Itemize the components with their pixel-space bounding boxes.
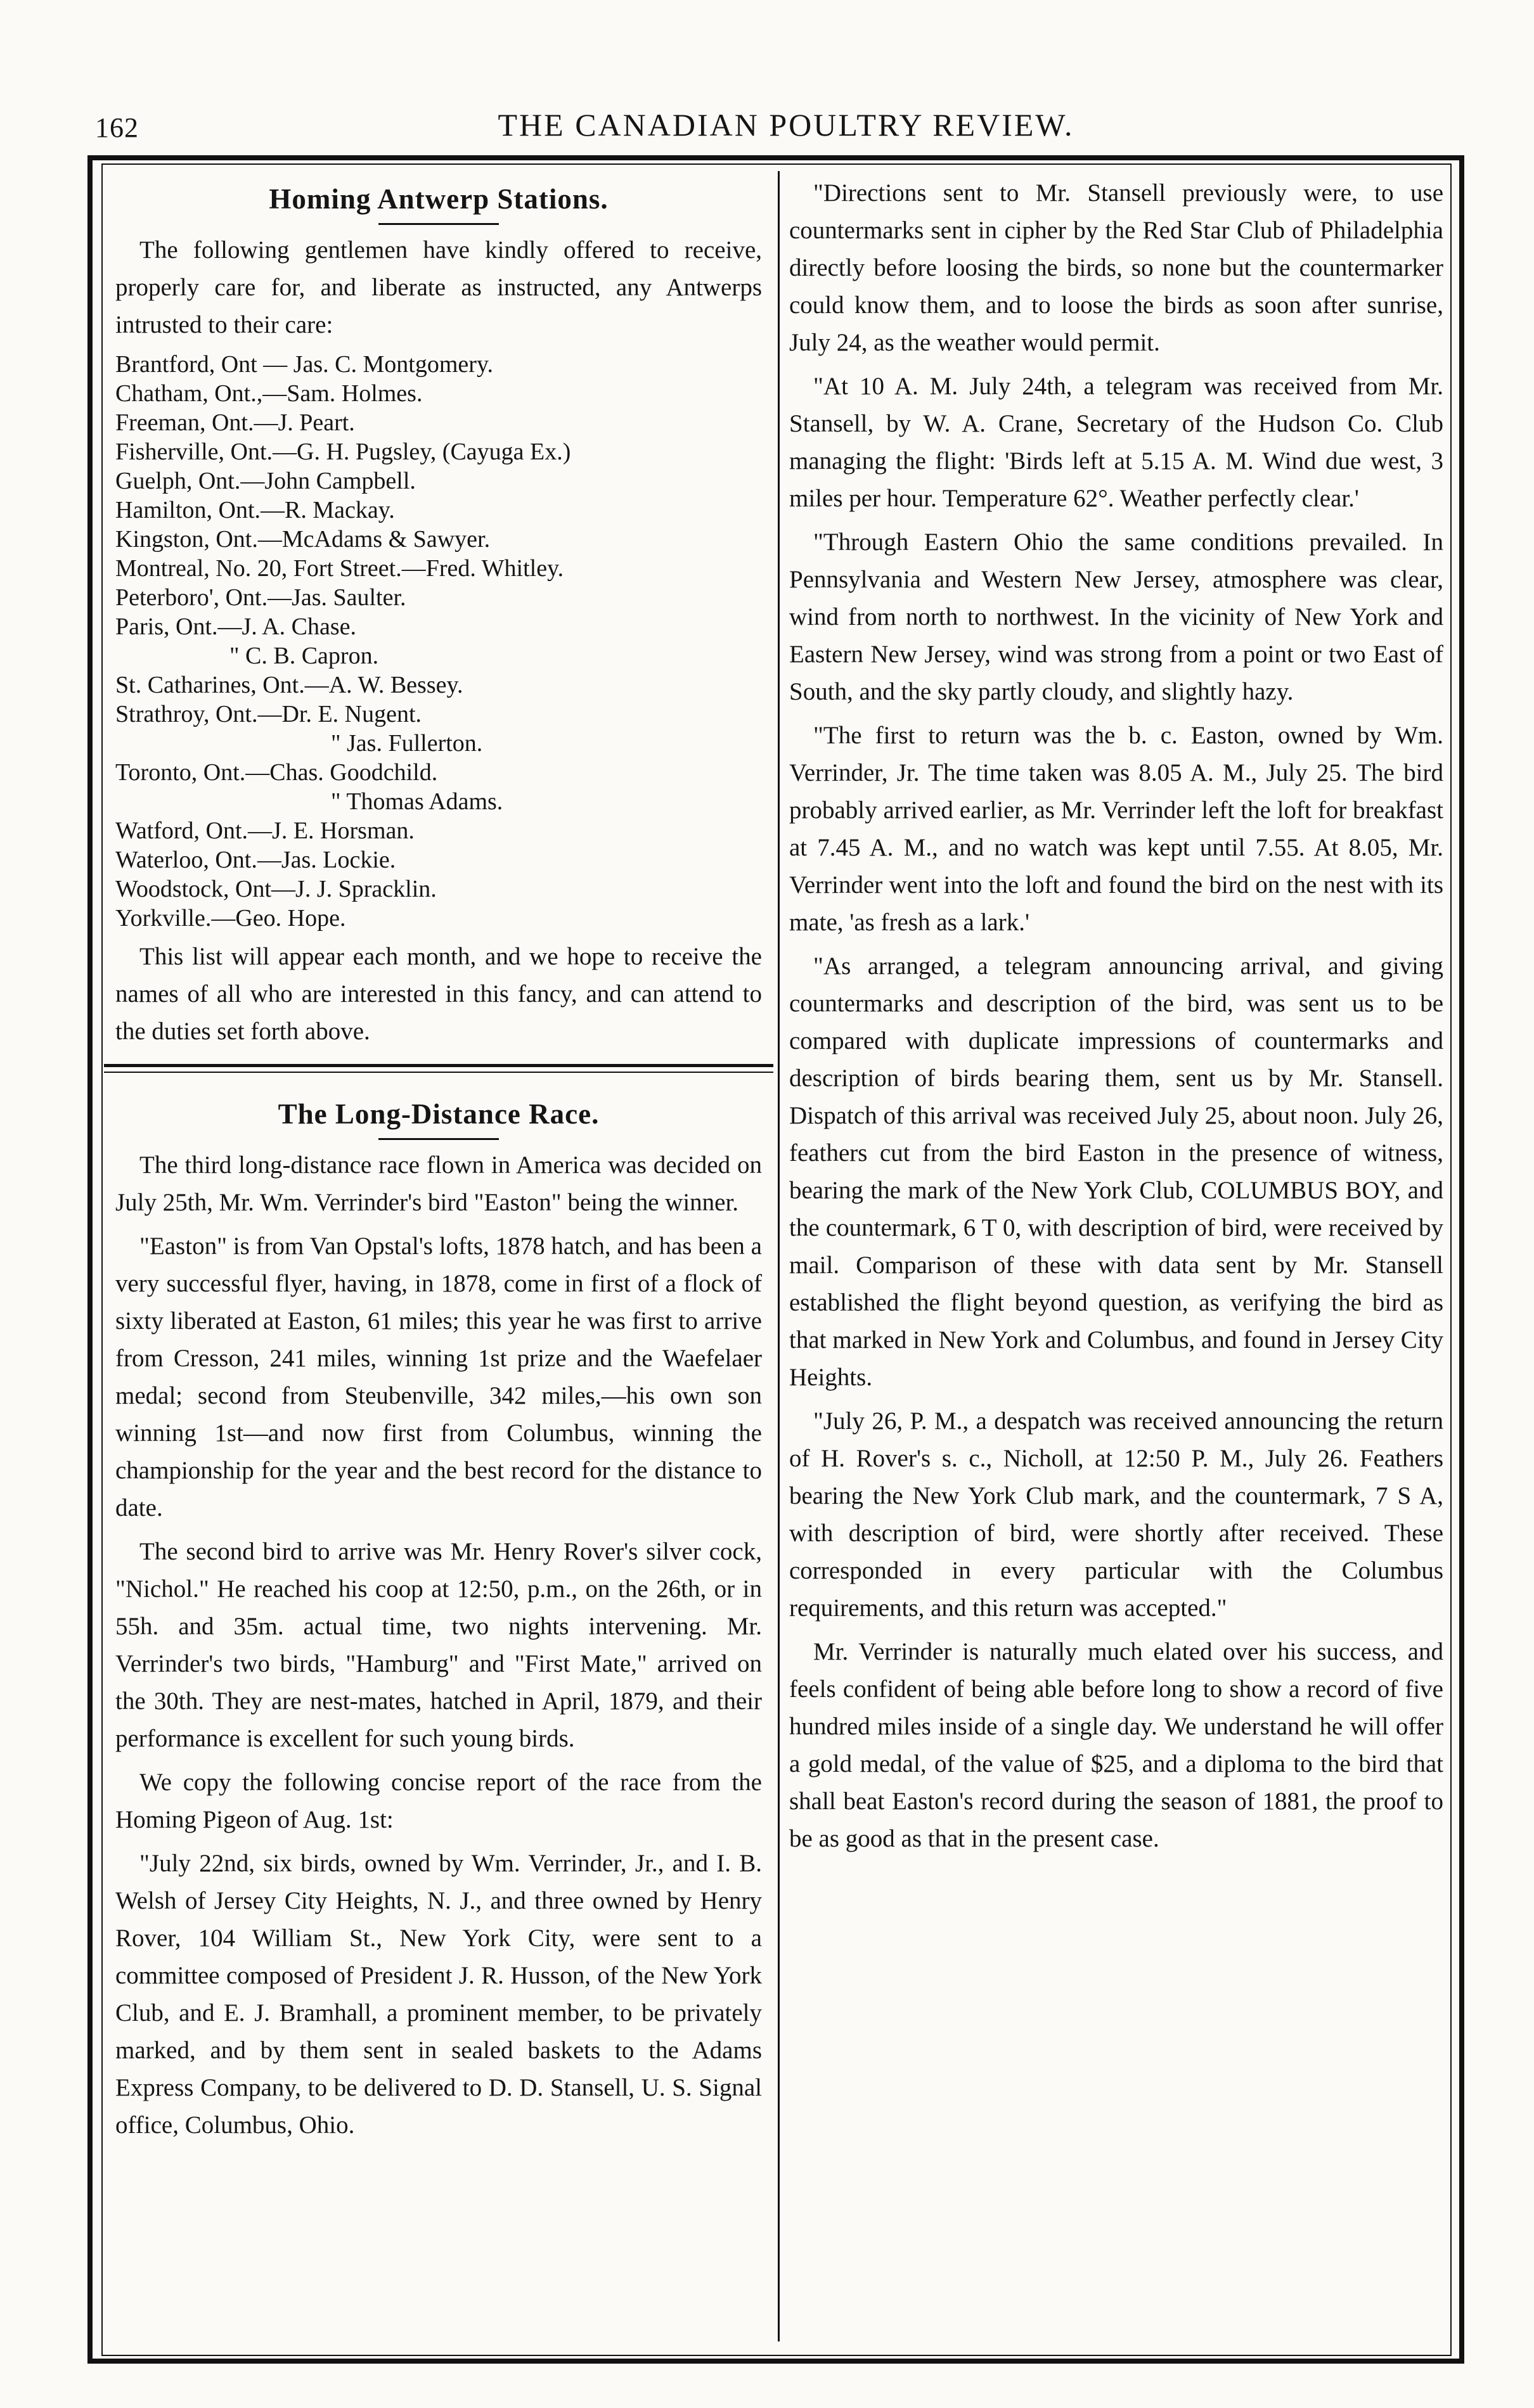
page-header: [95, 106, 1458, 151]
stations-intro: The following gentlemen have kindly offered to receive, properly care for, and liberate as instructed, any Antwerps intrusted to their care:: [115, 236, 762, 338]
page-number: 162: [95, 112, 139, 143]
section-divider: [104, 1064, 773, 1073]
station-entry: Fisherville, Ont.—G. H. Pugsley, (Cayuga Ex.): [115, 439, 571, 465]
race-paragraph: "As arranged, a telegram announcing arrival, and giving countermarks and description of the bird, was sent us to be compared with duplicate impressions of countermarks and description of birds bearing them, sent us by Mr. Stansell. Dispatch of this arrival was received July 25, about noon. July 26, feathers cut from the bird Easton in the presence of witness, bearing the mark of the New York Club, COLUMBUS BOY, and the countermark, 6 T 0, with description of bird, were received by mail. Comparison of these with data sent by Mr. Stansell established the flight beyond question, as verifying the bird as that marked in New York and Columbus, and found in Jersey City Heights.: [789, 952, 1443, 1391]
station-entry: Watford, Ont.—J. E. Horsman.: [115, 817, 415, 844]
station-entry: Guelph, Ont.—John Campbell.: [115, 468, 416, 494]
station-entry: " Jas. Fullerton.: [331, 730, 483, 757]
station-entry: " Thomas Adams.: [331, 788, 503, 815]
right-column: [789, 174, 1443, 1864]
race-paragraph: "July 26, P. M., a despatch was received announcing the return of H. Rover's s. c., Nicholl, at 12:50 P. M., July 26. Feathers bearing the New York Club mark, and the countermark, 7 S A, with description of bird, were shortly after received. These corresponded in every particular with the Columbus requirements, and this return was accepted.": [789, 1407, 1443, 1622]
race-paragraph: "July 22nd, six birds, owned by Wm. Verrinder, Jr., and I. B. Welsh of Jersey City Heights, N. J., and three owned by Henry Rover, 104 William St., New York City, were sent to a committee composed of President J. R. Husson, of the New York Club, and E. J. Bramhall, a prominent member, to be privately marked, and by them sent in sealed baskets to the Adams Express Company, to be delivered to D. D. Stansell, U. S. Signal office, Columbus, Ohio.: [115, 1850, 762, 2139]
station-entry: Paris, Ont.—J. A. Chase.: [115, 613, 356, 640]
station-entry: Woodstock, Ont—J. J. Spracklin.: [115, 876, 437, 902]
station-entry: Brantford, Ont — Jas. C. Montgomery.: [115, 351, 493, 378]
station-entry: " C. B. Capron.: [229, 643, 379, 669]
race-paragraph: "Directions sent to Mr. Stansell previously were, to use countermarks sent in cipher by the Red Star Club of Philadelphia directly before loosing the birds, so none but the countermarker could know them, and to loose the birds as soon after sunrise, July 24, as the weather would permit.: [789, 179, 1443, 356]
station-entry: Peterboro', Ont.—Jas. Saulter.: [115, 584, 406, 611]
race-heading: The Long-Distance Race.: [278, 1098, 600, 1130]
station-entry: Toronto, Ont.—Chas. Goodchild.: [115, 759, 438, 786]
race-paragraph: The third long-distance race flown in America was decided on July 25th, Mr. Wm. Verrinder's bird "Easton" being the winner.: [115, 1151, 762, 1216]
race-paragraph: "Through Eastern Ohio the same conditions prevailed. In Pennsylvania and Western New Jersey, atmosphere was clear, wind from north to northwest. In the vicinity of New York and Eastern New Jersey, wind was strong from a point or two East of South, and the sky partly cloudy, and slightly hazy.: [789, 528, 1443, 705]
column-divider: [778, 171, 780, 2341]
left-column: [115, 174, 762, 2150]
station-entry: Hamilton, Ont.—R. Mackay.: [115, 497, 395, 523]
race-paragraph: "At 10 A. M. July 24th, a telegram was received from Mr. Stansell, by W. A. Crane, Secretary of the Hudson Co. Club managing the flight: 'Birds left at 5.15 A. M. Wind due west, 3 miles per hour. Temperature 62°. Weather perfectly clear.': [789, 373, 1443, 512]
race-paragraph: "The first to return was the b. c. Easton, owned by Wm. Verrinder, Jr. The time taken was 8.05 A. M., July 25. The bird probably arrived earlier, as Mr. Verrinder left the loft for breakfast at 7.45 A. M., and no watch was kept until 7.55. At 8.05, Mr. Verrinder went into the loft and found the bird on the nest with its mate, 'as fresh as a lark.': [789, 722, 1443, 936]
race-paragraph: "Easton" is from Van Opstal's lofts, 1878 hatch, and has been a very successful flyer, having, in 1878, come in first of a flock of sixty liberated at Easton, 61 miles; this year he was first to arrive from Cresson, 241 miles, winning 1st prize and the Waefelaer medal; second from Steubenville, 342 miles,—his own son winning 1st—and now first from Columbus, winning the championship for the year and the best record for the distance to date.: [115, 1233, 762, 1521]
station-entry: Kingston, Ont.—McAdams & Sawyer.: [115, 526, 491, 553]
stations-heading: Homing Antwerp Stations.: [269, 183, 609, 215]
heading-rule: [378, 1138, 499, 1140]
race-paragraph: We copy the following concise report of the race from the Homing Pigeon of Aug. 1st:: [115, 1769, 762, 1833]
station-entry: Waterloo, Ont.—Jas. Lockie.: [115, 847, 396, 873]
station-entry: Chatham, Ont.,—Sam. Holmes.: [115, 380, 423, 407]
stations-list: [115, 350, 762, 933]
station-entry: Montreal, No. 20, Fort Street.—Fred. Whitley.: [115, 555, 564, 582]
journal-title: THE CANADIAN POULTRY REVIEW.: [498, 107, 1074, 143]
race-paragraph: Mr. Verrinder is naturally much elated over his success, and feels confident of being able before long to show a record of five hundred miles inside of a single day. We understand he will offer a gold medal, of the value of $25, and a diploma to the bird that shall beat Easton's record during the season of 1881, the proof to be as good as that in the present case.: [789, 1638, 1443, 1852]
stations-closing: This list will appear each month, and we hope to receive the names of all who are interested in this fancy, and can attend to the duties set forth above.: [115, 943, 762, 1045]
heading-rule: [378, 223, 499, 225]
station-entry: Strathroy, Ont.—Dr. E. Nugent.: [115, 701, 422, 727]
station-entry: Yorkville.—Geo. Hope.: [115, 905, 346, 932]
station-entry: Freeman, Ont.—J. Peart.: [115, 409, 355, 436]
race-paragraph: The second bird to arrive was Mr. Henry Rover's silver cock, "Nichol." He reached his coop at 12:50, p.m., on the 26th, or in 55h. and 35m. actual time, two nights intervening. Mr. Verrinder's two birds, "Hamburg" and "First Mate," arrived on the 30th. They are nest-mates, hatched in April, 1879, and their performance is excellent for such young birds.: [115, 1538, 762, 1752]
station-entry: St. Catharines, Ont.—A. W. Bessey.: [115, 672, 463, 698]
